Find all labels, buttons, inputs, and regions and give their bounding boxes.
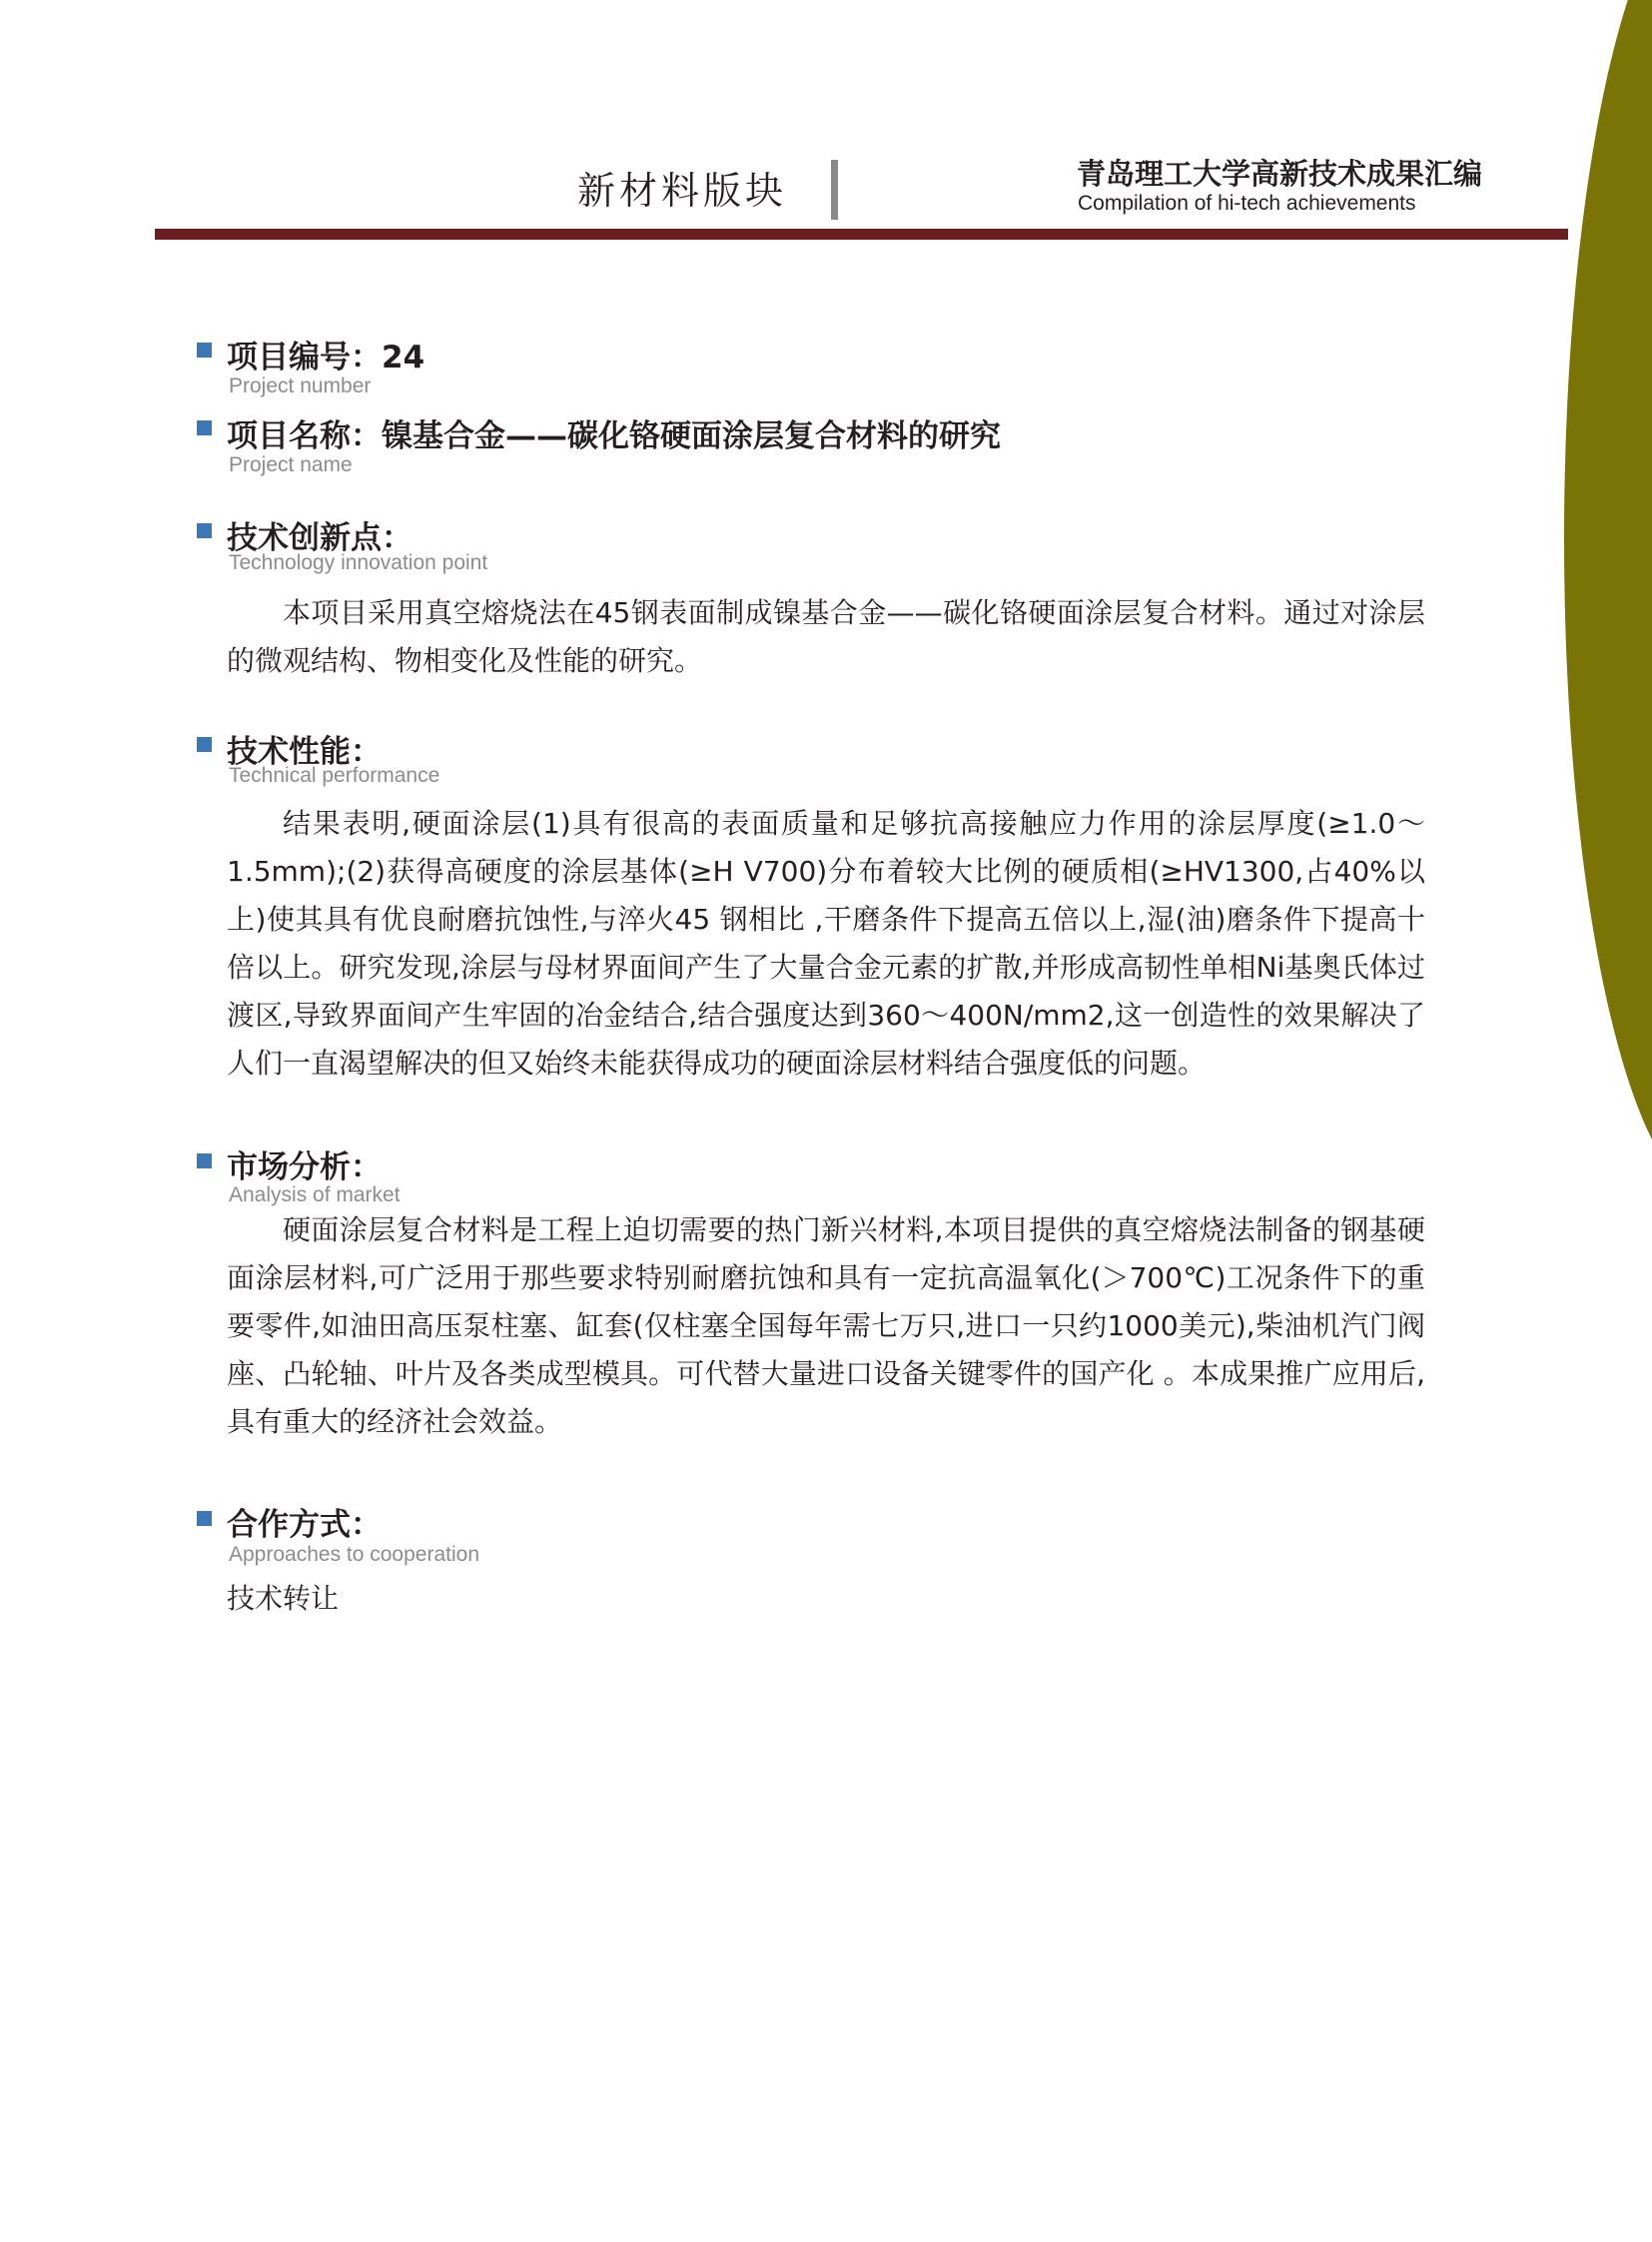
project-name-heading xyxy=(227,410,1001,455)
performance-heading: 技术性能： xyxy=(227,734,382,770)
innovation-text: 本项目采用真空熔烧法在45钢表面制成镍基合金——碳化铬硬面涂层复合材料。通过对涂层的微观结构、物相变化及性能的研究。 xyxy=(227,596,1425,677)
project-number-en: Project number xyxy=(229,374,372,397)
bullet-icon xyxy=(197,1153,212,1168)
brand-title-en: Compilation of hi-tech achievements xyxy=(1078,192,1416,215)
project-number-value: 24 xyxy=(382,340,425,375)
bullet-icon xyxy=(197,343,212,358)
bullet-icon xyxy=(197,1511,212,1526)
market-en: Analysis of market xyxy=(229,1183,401,1206)
project-name-label: 项目名称： xyxy=(227,418,382,454)
performance-text: 结果表明,硬面涂层(1)具有很高的表面质量和足够抗高接触应力作用的涂层厚度(≥1.0～1.5mm);(2)获得高硬度的涂层基体(≥H V700)分布着较大比例的硬质相(≥HV1300,占40%以上)使其具有优良耐磨抗蚀性,与淬火45 钢相比 ,干磨条件下提高五倍以上,湿(油)磨条件下提高十倍以上。研究发现,涂层与母材界面间产生了大量合金元素的扩散,并形成高韧性单相Ni基奥氏体过渡区,导致界面间产生牢固的冶金结合,结合强度达到360～400N/mm2,这一创造性的效果解决了人们一直渴望解决的但又始终未能获得成功的硬面涂层材料结合强度低的问题。 xyxy=(227,807,1425,1080)
cooperation-heading: 合作方式： xyxy=(227,1507,382,1543)
bullet-icon xyxy=(197,737,212,752)
cooperation-text: 技术转让 xyxy=(227,1582,340,1615)
bullet-icon xyxy=(197,420,212,435)
project-number-heading xyxy=(227,332,424,376)
market-text: 硬面涂层复合材料是工程上迫切需要的热门新兴材料,本项目提供的真空熔烧法制备的钢基硬面涂层材料,可广泛用于那些要求特别耐磨抗蚀和具有一定抗高温氧化(＞700℃)工况条件下的重要零件,如油田高压泵柱塞、缸套(仅柱塞全国每年需七万只,进口一只约1000美元),柴油机汽门阀座、凸轮轴、叶片及各类成型模具。可代替大量进口设备关键零件的国产化 。本成果推广应用后,具有重大的经济社会效益。 xyxy=(227,1213,1425,1438)
market-heading: 市场分析： xyxy=(227,1149,382,1185)
brand-title-cn: 青岛理工大学高新技术成果汇编 xyxy=(1077,157,1483,191)
project-name-value: 镍基合金——碳化铬硬面涂层复合材料的研究 xyxy=(382,418,1001,454)
bullet-icon xyxy=(197,523,212,538)
innovation-heading: 技术创新点： xyxy=(227,520,413,556)
cooperation-en: Approaches to cooperation xyxy=(229,1543,480,1566)
project-name-en: Project name xyxy=(229,453,353,476)
title-divider xyxy=(831,160,838,220)
section-title: 新材料版块 xyxy=(577,169,788,213)
olive-decorative-shape xyxy=(1564,0,1652,1198)
header-rule xyxy=(155,229,1568,240)
innovation-en: Technology innovation point xyxy=(229,551,488,574)
performance-en: Technical performance xyxy=(229,764,440,787)
project-number-label: 项目编号： xyxy=(227,340,382,375)
